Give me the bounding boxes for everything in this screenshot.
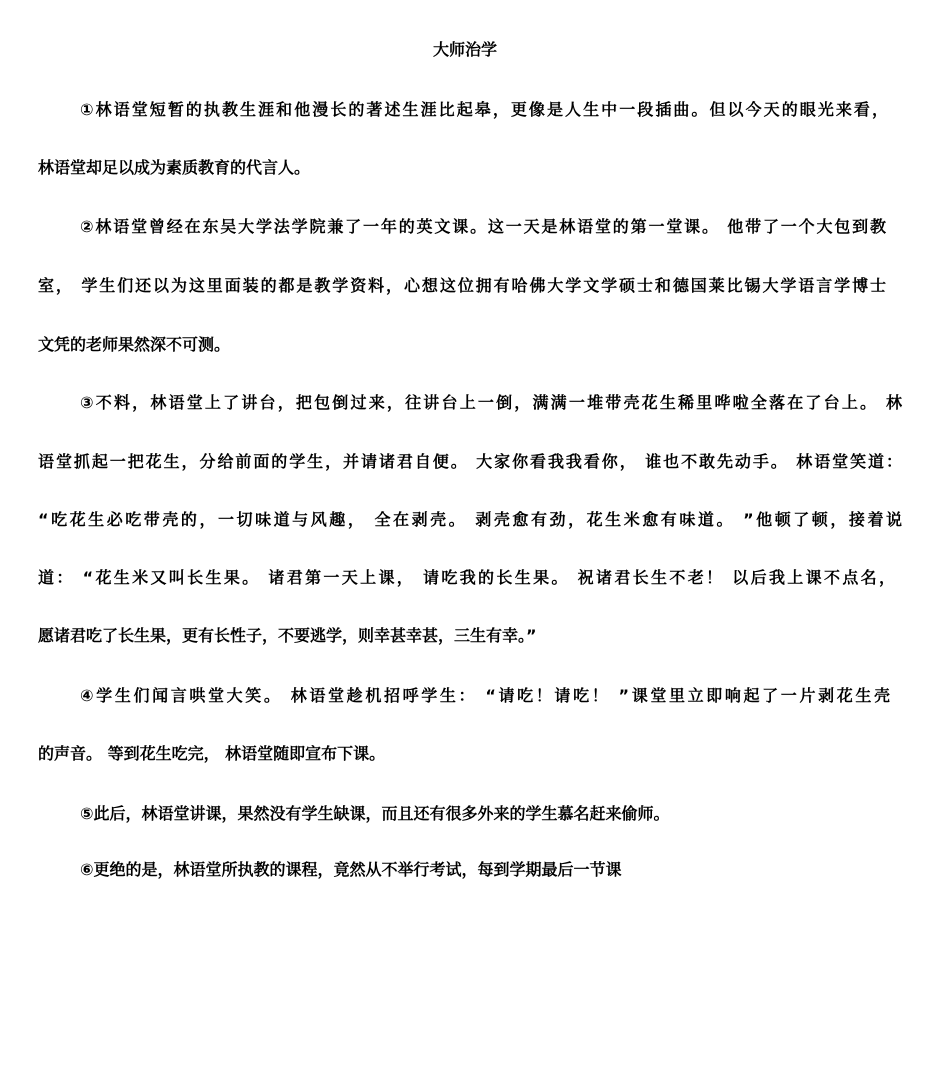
- paragraph-2-line-2: 室， 学生们还以为这里面装的都是教学资料，心想这位拥有哈佛大学文学硕士和德国莱比锡大学语言学博士: [38, 276, 886, 295]
- paragraph-6-line-1: ⑥更绝的是，林语堂所执教的课程，竟然从不举行考试，每到学期最后一节课: [80, 860, 622, 879]
- paragraph-2-line-3: 文凭的老师果然深不可测。: [38, 335, 231, 354]
- paragraph-3-line-4: 道： “花生米又叫长生果。 诸君第一天上课， 请吃我的长生果。 祝诸君长生不老！ 以后我上课不点名，: [38, 568, 895, 587]
- paragraph-3-line-2: 语堂抓起一把花生，分给前面的学生，并请诸君自便。 大家你看我我看你， 谁也不敢先动手。 林语堂笑道：: [38, 452, 902, 471]
- paragraph-4-line-2: 的声音。 等到花生吃完， 林语堂随即宣布下课。: [38, 744, 386, 763]
- paragraph-2-line-1: ②林语堂曾经在东吴大学法学院兼了一年的英文课。这一天是林语堂的第一堂课。 他带了一个大包到教: [80, 217, 886, 236]
- paragraph-3-line-5: 愿诸君吃了长生果，更有长性子，不要逃学，则幸甚幸甚，三生有幸。”: [38, 626, 537, 645]
- paragraph-3-line-1: ③不料，林语堂上了讲台，把包倒过来，往讲台上一倒，满满一堆带壳花生稀里哗啦全落在了台上。 林: [80, 393, 902, 412]
- paragraph-1-line-1: ①林语堂短暂的执教生涯和他漫长的著述生涯比起皋，更像是人生中一段插曲。但以今天的眼光来看，: [80, 100, 888, 119]
- document-title: 大师治学: [432, 40, 497, 59]
- paragraph-5-line-1: ⑤此后，林语堂讲课，果然没有学生缺课，而且还有很多外来的学生慕名赶来偷师。: [80, 804, 670, 823]
- paragraph-4-line-1: ④学生们闻言哄堂大笑。 林语堂趁机招呼学生： “请吃！请吃！ ”课堂里立即响起了一片剥花生壳: [80, 686, 890, 705]
- paragraph-1-line-2: 林语堂却足以成为素质教育的代言人。: [38, 158, 311, 177]
- paragraph-3-line-3: “吃花生必吃带壳的，一切味道与风趣， 全在剥壳。 剥壳愈有劲，花生米愈有味道。 ”他顿了顿，接着说: [38, 510, 902, 529]
